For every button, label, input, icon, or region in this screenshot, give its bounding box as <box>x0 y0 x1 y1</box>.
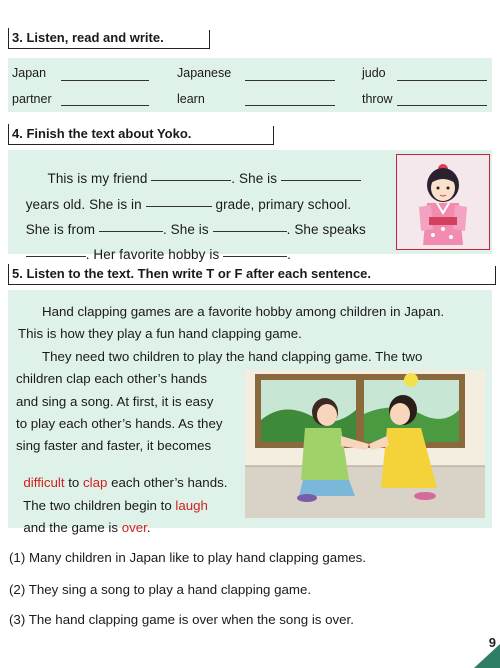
vocab-blank[interactable] <box>245 80 335 81</box>
page-number-corner <box>474 644 500 668</box>
yoko-blank[interactable] <box>151 180 231 181</box>
yoko-illustration <box>396 154 490 250</box>
vocab-blank[interactable] <box>61 105 149 106</box>
vocab-blank[interactable] <box>397 105 487 106</box>
para2-col-line: to play each other’s hands. As they <box>16 416 223 431</box>
yoko-line-2: years old. She is in grade, primary school. <box>25 197 352 212</box>
para2-col-line: and the game is over. <box>23 520 151 535</box>
vocab-blank[interactable] <box>397 80 487 81</box>
emphasis-word: over <box>121 520 147 535</box>
clapping-illustration <box>245 370 485 518</box>
yoko-line-3: She is from . She is . She speaks <box>25 222 366 237</box>
section-4-heading: 4. Finish the text about Yoko. <box>8 124 274 145</box>
para2-col-line: and sing a song. At first, it is easy <box>16 394 214 409</box>
children-clapping-image <box>245 370 485 518</box>
section-5-heading: 5. Listen to the text. Then write T or F after each sentence. <box>8 264 496 285</box>
question-3: (3) The hand clapping game is over when the song is over. <box>9 612 354 627</box>
vocab-panel <box>8 58 492 112</box>
emphasis-word: laugh <box>175 498 208 513</box>
vocab-word: partner <box>12 92 52 106</box>
question-1: (1) Many children in Japan like to play hand clapping games. <box>9 550 367 565</box>
emphasis-word: clap <box>83 475 108 490</box>
para2-col-line: difficult to clap each other’s hands. <box>23 475 228 490</box>
vocab-blank[interactable] <box>61 80 149 81</box>
vocab-word: Japanese <box>177 66 232 80</box>
section-3-heading: 3. Listen, read and write. <box>8 28 210 49</box>
page-number: 9 <box>488 635 496 650</box>
girl-in-kimono-image <box>397 155 489 249</box>
para1-line-1: Hand clapping games are a favorite hobby among children in Japan. <box>42 304 445 319</box>
para1-line-2: This is how they play a fun hand clapping game. <box>18 326 302 341</box>
vocab-word: Japan <box>12 66 47 80</box>
vocab-word: learn <box>177 92 205 106</box>
para2-col-line: children clap each other’s hands <box>16 371 207 386</box>
vocab-word: throw <box>362 92 393 106</box>
vocab-word: judo <box>362 66 386 80</box>
vocab-blank[interactable] <box>245 105 335 106</box>
para2-line-1: They need two children to play the hand clapping game. The two <box>42 349 423 364</box>
question-2: (2) They sing a song to play a hand clapping game. <box>9 582 312 597</box>
yoko-blank[interactable] <box>281 180 361 181</box>
yoko-blank[interactable] <box>223 256 287 257</box>
yoko-line-4: . Her favorite hobby is . <box>18 232 291 262</box>
emphasis-word: difficult <box>23 475 65 490</box>
para2-col-line: sing faster and faster, it becomes <box>16 438 212 453</box>
para2-col-line: The two children begin to laugh <box>23 498 208 513</box>
yoko-line-1: This is my friend . She is <box>40 156 361 186</box>
yoko-blank[interactable] <box>26 256 86 257</box>
